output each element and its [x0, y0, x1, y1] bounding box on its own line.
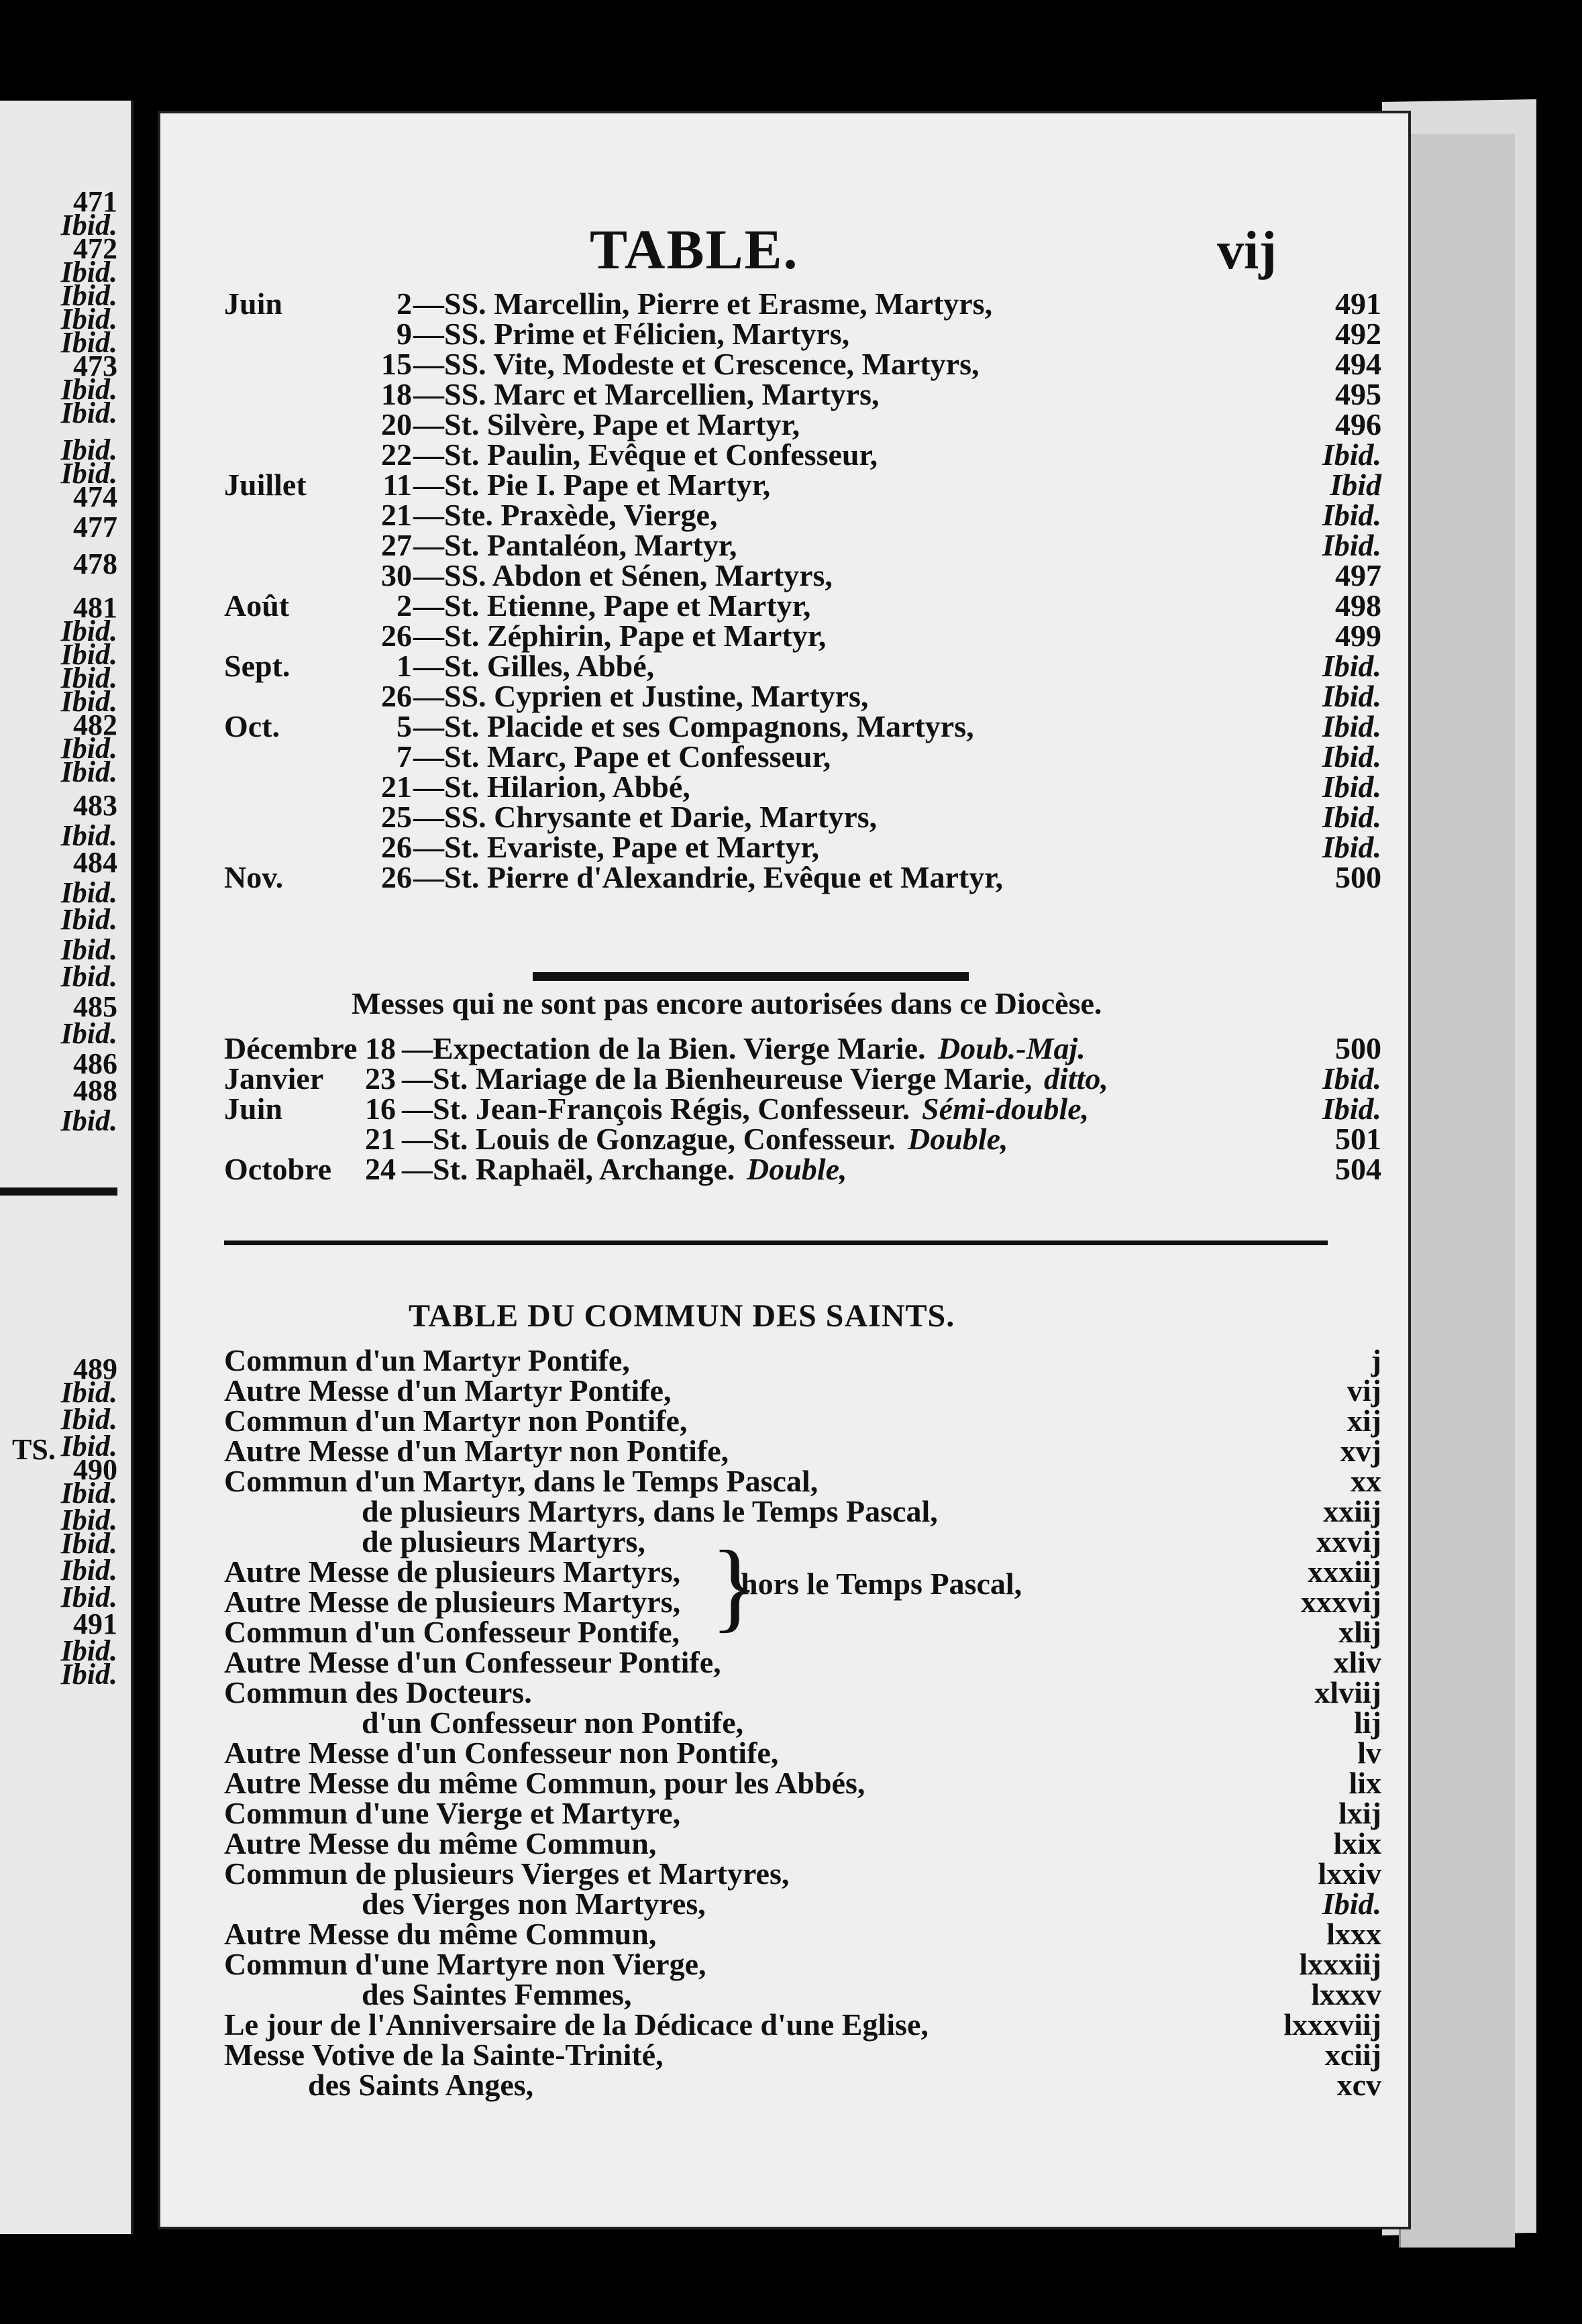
feast-page-ref: Ibid. — [1322, 739, 1381, 774]
left-page-ref: Ibid. — [60, 1554, 117, 1587]
commun-page-ref: lxxxv — [1311, 1977, 1381, 2011]
mass-page-ref: Ibid. — [1322, 1092, 1381, 1126]
left-page-ref: Ibid. — [60, 256, 117, 288]
left-page-ref: Ibid. — [60, 1376, 117, 1409]
left-page-rule — [0, 1187, 117, 1196]
feast-day: 2 — [397, 588, 412, 623]
feast-page-ref: Ibid. — [1322, 498, 1381, 532]
feast-entry: —SS. Cyprien et Justine, Martyrs, — [413, 679, 869, 713]
left-page-ref: Ibid. — [60, 1017, 117, 1050]
mass-page-ref: 501 — [1335, 1122, 1381, 1156]
left-page-ref: 482 — [73, 708, 117, 741]
commun-heading: TABLE DU COMMUN DES SAINTS. — [409, 1298, 955, 1334]
feast-page-ref: 500 — [1335, 860, 1381, 894]
commun-entry: des Saints Anges, — [308, 2068, 534, 2102]
mass-day: 24 — [365, 1152, 396, 1186]
commun-page-ref: lxij — [1338, 1796, 1381, 1830]
commun-entry: Autre Messe d'un Confesseur non Pontife, — [224, 1736, 779, 1770]
mass-month: Janvier — [224, 1061, 324, 1096]
left-page-ref: Ibid. — [60, 433, 117, 466]
commun-entry: Commun d'un Confesseur Pontife, — [224, 1615, 680, 1649]
commun-page-ref: xxiij — [1323, 1494, 1381, 1528]
feast-day: 2 — [397, 286, 412, 321]
left-page-ref: Ibid. — [60, 876, 117, 909]
feast-month: Août — [224, 588, 290, 623]
feast-page-ref: 499 — [1335, 619, 1381, 653]
feast-page-ref: Ibid. — [1322, 649, 1381, 683]
commun-entry: Commun d'un Martyr, dans le Temps Pascal, — [224, 1464, 819, 1498]
commun-page-ref: xcv — [1336, 2068, 1381, 2102]
page-edge — [1399, 134, 1515, 2248]
commun-entry: de plusieurs Martyrs, — [362, 1524, 645, 1559]
left-page-ref: Ibid. — [60, 1634, 117, 1667]
feast-month: Sept. — [224, 649, 291, 683]
mass-rite: Sémi-double, — [922, 1092, 1090, 1126]
feast-day: 15 — [381, 347, 412, 381]
feast-page-ref: Ibid. — [1322, 437, 1381, 472]
feast-page-ref: 496 — [1335, 407, 1381, 441]
feast-day: 25 — [381, 800, 412, 834]
feast-day: 7 — [397, 739, 412, 774]
feast-page-ref: Ibid. — [1322, 800, 1381, 834]
feast-page-ref: 492 — [1335, 317, 1381, 351]
commun-page-ref: lxxx — [1326, 1917, 1381, 1951]
left-page-ref: 485 — [73, 990, 117, 1023]
feast-entry: —St. Zéphirin, Pape et Martyr, — [413, 619, 827, 653]
commun-page-ref: xxxvij — [1300, 1585, 1381, 1619]
commun-entry: Commun des Docteurs. — [224, 1675, 532, 1709]
left-page-fragment — [0, 101, 134, 2234]
mass-entry: —St. Raphaël, Archange. — [402, 1152, 735, 1186]
feast-page-ref: Ibid — [1330, 468, 1381, 502]
commun-entry: des Vierges non Martyres, — [362, 1887, 706, 1921]
feast-day: 21 — [381, 498, 412, 532]
left-page-ref: Ibid. — [60, 1403, 117, 1436]
left-page-ref: Ibid. — [60, 960, 117, 993]
page-title: TABLE. — [590, 219, 799, 281]
feast-page-ref: Ibid. — [1322, 830, 1381, 864]
left-page-ref: 477 — [73, 511, 117, 543]
mass-day: 18 — [365, 1031, 396, 1065]
left-page-ref: 483 — [73, 789, 117, 822]
commun-entry: Le jour de l'Anniversaire de la Dédicace d'une Eglise, — [224, 2007, 929, 2042]
feast-day: 26 — [381, 679, 412, 713]
feast-entry: —St. Placide et ses Compagnons, Martyrs, — [413, 709, 974, 743]
commun-page-ref: lv — [1357, 1736, 1381, 1770]
left-page-ref: Ibid. — [60, 1658, 117, 1691]
left-page-ref: Ibid. — [60, 1503, 117, 1536]
feast-day: 27 — [381, 528, 412, 562]
feast-day: 9 — [397, 317, 412, 351]
mass-rite: Double, — [747, 1152, 847, 1186]
feast-month: Oct. — [224, 709, 280, 743]
feast-page-ref: Ibid. — [1322, 528, 1381, 562]
mass-month: Octobre — [224, 1152, 332, 1186]
commun-page-ref: lxxxiij — [1299, 1947, 1381, 1981]
feast-month: Juillet — [224, 468, 307, 502]
commun-page-ref: xvj — [1340, 1434, 1381, 1468]
commun-page-ref: lxix — [1333, 1826, 1381, 1860]
feast-entry: —St. Gilles, Abbé, — [413, 649, 655, 683]
book-page — [158, 111, 1411, 2229]
commun-page-ref: xlij — [1338, 1615, 1381, 1649]
commun-entry: Autre Messe d'un Martyr Pontife, — [224, 1373, 672, 1408]
feast-day: 1 — [397, 649, 412, 683]
commun-entry: Autre Messe de plusieurs Martyrs, — [224, 1585, 681, 1619]
left-page-ref: Ibid. — [60, 903, 117, 936]
left-page-ref: Ibid. — [60, 1527, 117, 1560]
feast-month: Nov. — [224, 860, 284, 894]
left-page-ref: Ibid. — [60, 1430, 117, 1463]
left-page-ref: Ibid. — [60, 373, 117, 406]
commun-entry: Messe Votive de la Sainte-Trinité, — [224, 2038, 664, 2072]
left-page-ref: 478 — [73, 547, 117, 580]
commun-page-ref: lxxxviij — [1283, 2007, 1381, 2042]
commun-entry: Autre Messe d'un Confesseur Pontife, — [224, 1645, 721, 1679]
mass-day: 21 — [365, 1122, 396, 1156]
brace: } — [710, 1530, 759, 1642]
left-page-ref: Ibid. — [60, 933, 117, 966]
feast-entry: —St. Marc, Pape et Confesseur, — [413, 739, 831, 774]
feast-page-ref: 491 — [1335, 286, 1381, 321]
commun-entry: Autre Messe du même Commun, — [224, 1826, 657, 1860]
brace-note: hors le Temps Pascal, — [741, 1567, 1022, 1601]
feast-entry: —St. Pie I. Pape et Martyr, — [413, 468, 771, 502]
feast-day: 21 — [381, 770, 412, 804]
mass-day: 23 — [365, 1061, 396, 1096]
left-page-ref: Ibid. — [60, 326, 117, 359]
commun-entry: Autre Messe du même Commun, pour les Abbés, — [224, 1766, 865, 1800]
commun-entry: des Saintes Femmes, — [362, 1977, 632, 2011]
feast-day: 20 — [381, 407, 412, 441]
left-page-ref: Ibid. — [60, 732, 117, 765]
feast-entry: —Ste. Praxède, Vierge, — [413, 498, 718, 532]
left-page-ref: 471 — [73, 185, 117, 218]
feast-page-ref: 498 — [1335, 588, 1381, 623]
commun-page-ref: vij — [1347, 1373, 1381, 1408]
left-page-ref: Ibid. — [60, 819, 117, 852]
commun-entry: Autre Messe de plusieurs Martyrs, — [224, 1554, 681, 1589]
left-page-ref: Ibid. — [60, 303, 117, 335]
mass-rite: Doub.-Maj. — [938, 1031, 1086, 1065]
commun-entry: de plusieurs Martyrs, dans le Temps Pascal, — [362, 1494, 938, 1528]
feast-entry: —St. Pierre d'Alexandrie, Evêque et Martyr, — [413, 860, 1003, 894]
feast-page-ref: Ibid. — [1322, 770, 1381, 804]
left-page-ref: 489 — [73, 1353, 117, 1385]
feast-month: Juin — [224, 286, 282, 321]
left-page-ref: 486 — [73, 1047, 117, 1080]
feast-entry: —SS. Marcellin, Pierre et Erasme, Martyrs, — [413, 286, 993, 321]
commun-entry: d'un Confesseur non Pontife, — [362, 1705, 744, 1740]
commun-page-ref: xij — [1347, 1404, 1381, 1438]
mass-entry: —St. Louis de Gonzague, Confesseur. — [402, 1122, 896, 1156]
feast-day: 18 — [381, 377, 412, 411]
commun-page-ref: lix — [1349, 1766, 1381, 1800]
commun-page-ref: xlviij — [1314, 1675, 1381, 1709]
left-page-ref: 490 — [73, 1453, 117, 1486]
feast-day: 11 — [382, 468, 412, 502]
commun-page-ref: xx — [1351, 1464, 1381, 1498]
left-page-ref: Ibid. — [60, 662, 117, 694]
divider-rule — [224, 1240, 1328, 1245]
left-page-ref: Ibid. — [60, 638, 117, 671]
feast-day: 26 — [381, 619, 412, 653]
feast-page-ref: Ibid. — [1322, 679, 1381, 713]
mass-entry: —St. Jean-François Régis, Confesseur. — [402, 1092, 910, 1126]
commun-page-ref: Ibid. — [1322, 1887, 1381, 1921]
left-page-ref: Ibid. — [60, 615, 117, 647]
commun-entry: Commun de plusieurs Vierges et Martyres, — [224, 1856, 790, 1891]
commun-page-ref: xxxiij — [1308, 1554, 1381, 1589]
left-page-ref: 488 — [73, 1074, 117, 1107]
mass-entry: —St. Mariage de la Bienheureuse Vierge Marie, — [402, 1061, 1033, 1096]
commun-entry: Autre Messe d'un Martyr non Pontife, — [224, 1434, 729, 1468]
left-page-ref: Ibid. — [60, 1581, 117, 1614]
feast-entry: —SS. Marc et Marcellien, Martyrs, — [413, 377, 880, 411]
mass-entry: —Expectation de la Bien. Vierge Marie. — [402, 1031, 926, 1065]
left-page-ref: 473 — [73, 350, 117, 382]
commun-page-ref: j — [1371, 1343, 1381, 1377]
left-page-ref: Ibid. — [60, 755, 117, 788]
mass-rite: Double, — [908, 1122, 1008, 1156]
commun-page-ref: xciij — [1324, 2038, 1381, 2072]
feast-page-ref: 495 — [1335, 377, 1381, 411]
page-number: vij — [1217, 221, 1277, 280]
mass-page-ref: 500 — [1335, 1031, 1381, 1065]
mass-month: Juin — [224, 1092, 282, 1126]
feast-day: 26 — [381, 830, 412, 864]
commun-page-ref: xliv — [1333, 1645, 1381, 1679]
left-page-ref: 484 — [73, 846, 117, 879]
left-page-ref: Ibid. — [60, 685, 117, 718]
feast-entry: —SS. Prime et Félicien, Martyrs, — [413, 317, 850, 351]
commun-page-ref: xxvij — [1316, 1524, 1381, 1559]
left-page-ref: Ibid. — [60, 279, 117, 312]
commun-page-ref: lxxiv — [1318, 1856, 1381, 1891]
feast-page-ref: 497 — [1335, 558, 1381, 592]
feast-day: 26 — [381, 860, 412, 894]
left-page-heading-fragment: TS. — [12, 1433, 56, 1466]
mass-page-ref: 504 — [1335, 1152, 1381, 1186]
left-page-ref: 481 — [73, 591, 117, 624]
feast-entry: —St. Evariste, Pape et Martyr, — [413, 830, 820, 864]
left-page-ref: Ibid. — [60, 457, 117, 490]
mass-rite: ditto, — [1044, 1061, 1108, 1096]
mass-month: Décembre — [224, 1031, 358, 1065]
feast-entry: —SS. Chrysante et Darie, Martyrs, — [413, 800, 878, 834]
feast-entry: —St. Etienne, Pape et Martyr, — [413, 588, 811, 623]
divider-rule — [533, 972, 969, 981]
feast-entry: —St. Silvère, Pape et Martyr, — [413, 407, 800, 441]
feast-entry: —St. Hilarion, Abbé, — [413, 770, 690, 804]
left-page-ref: Ibid. — [60, 1104, 117, 1137]
left-page-ref: Ibid. — [60, 209, 117, 242]
commun-entry: Commun d'un Martyr Pontife, — [224, 1343, 630, 1377]
left-page-ref: Ibid. — [60, 397, 117, 429]
commun-entry: Commun d'un Martyr non Pontife, — [224, 1404, 688, 1438]
mass-day: 16 — [365, 1092, 396, 1126]
feast-entry: —St. Paulin, Evêque et Confesseur, — [413, 437, 878, 472]
feast-day: 22 — [381, 437, 412, 472]
feast-page-ref: Ibid. — [1322, 709, 1381, 743]
feast-day: 30 — [381, 558, 412, 592]
commun-entry: Commun d'une Vierge et Martyre, — [224, 1796, 681, 1830]
commun-entry: Autre Messe du même Commun, — [224, 1917, 657, 1951]
feast-page-ref: 494 — [1335, 347, 1381, 381]
left-page-ref: 472 — [73, 232, 117, 265]
feast-entry: —SS. Vite, Modeste et Crescence, Martyrs, — [413, 347, 980, 381]
commun-page-ref: lij — [1354, 1705, 1381, 1740]
feast-entry: —St. Pantaléon, Martyr, — [413, 528, 737, 562]
left-page-ref: 491 — [73, 1607, 117, 1640]
masses-heading: Messes qui ne sont pas encore autorisées dans ce Diocèse. — [352, 986, 1102, 1020]
commun-entry: Commun d'une Martyre non Vierge, — [224, 1947, 706, 1981]
left-page-ref: Ibid. — [60, 1477, 117, 1510]
mass-page-ref: Ibid. — [1322, 1061, 1381, 1096]
feast-day: 5 — [397, 709, 412, 743]
feast-entry: —SS. Abdon et Sénen, Martyrs, — [413, 558, 833, 592]
left-page-ref: 474 — [73, 480, 117, 513]
